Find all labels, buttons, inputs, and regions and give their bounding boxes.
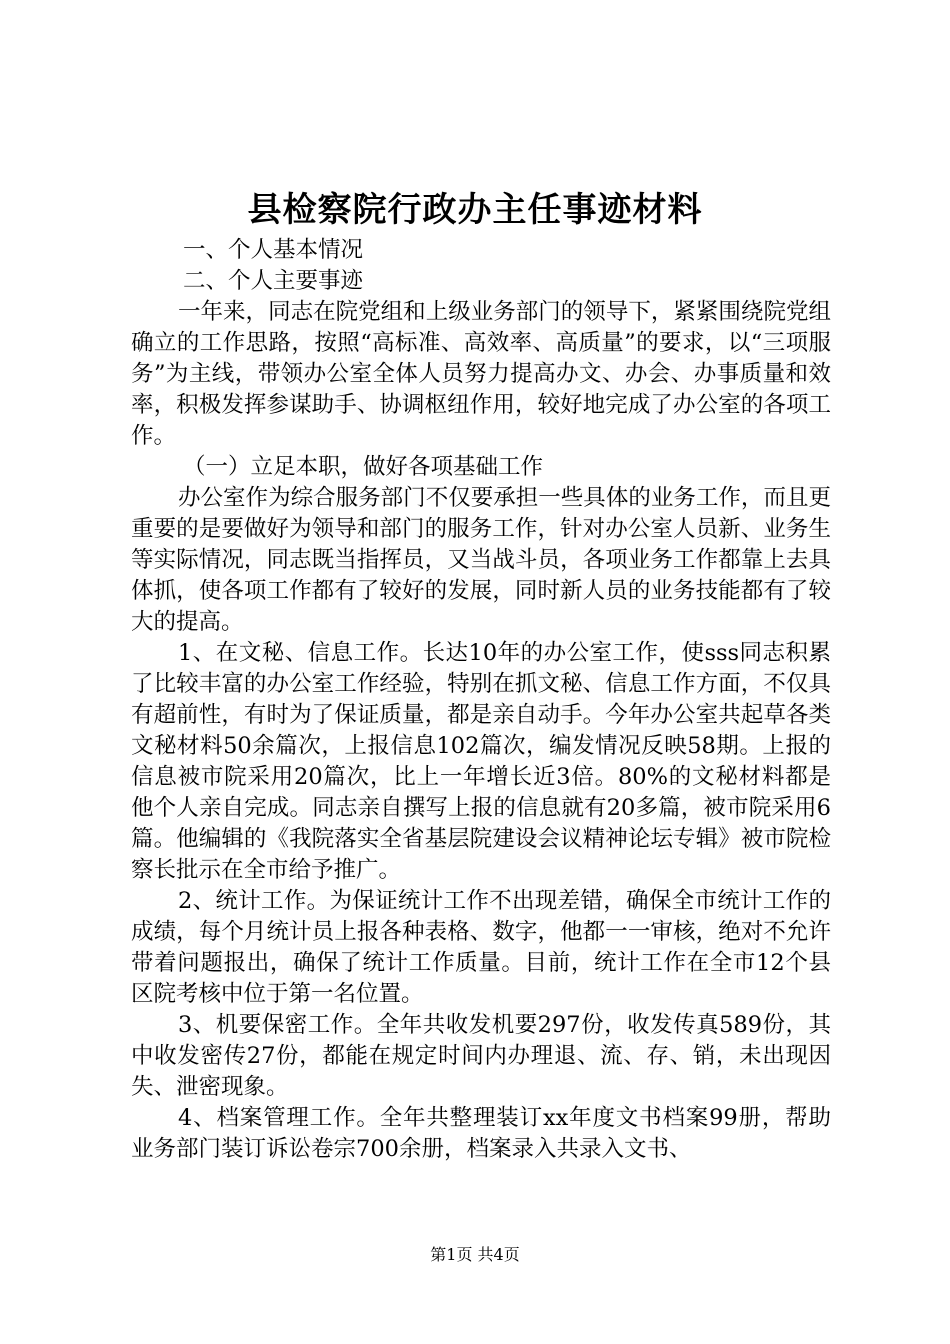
subsection-heading: （一）立足本职，做好各项基础工作 [183, 454, 544, 480]
body-paragraph: 4、档案管理工作。全年共整理装订xx年度文书档案99册，帮助业务部门装订诉讼卷宗700余册，档案录入共录入文书、 [131, 1105, 831, 1162]
body-paragraph: 1、在文秘、信息工作。长达10年的办公室工作，使sss同志积累了比较丰富的办公室工作经验，特别在抓文秘、信息工作方面，不仅具有超前性，有时为了保证质量，都是亲自动手。今年办公室共起草各类文秘材料50余篇次，上报信息102篇次，编发情况反映58期。上报的信息被市院采用20篇次，比上一年增长近3倍。80%的文秘材料都是他个人亲自完成。同志亲自撰写上报的信息就有20多篇，被市院采用6篇。他编辑的《我院落实全省基层院建设会议精神论坛专辑》被市院检察长批示在全市给予推广。 [131, 640, 831, 883]
section-heading-basic-info: 一、个人基本情况 [183, 237, 364, 263]
body-paragraph: 3、机要保密工作。全年共收发机要297份，收发传真589份，其中收发密传27份，都能在规定时间内办理退、流、存、销，未出现因失、泄密现象。 [131, 1012, 831, 1100]
body-paragraph: 2、统计工作。为保证统计工作不出现差错，确保全市统计工作的成绩，每个月统计员上报各种表格、数字，他都一一审核，绝对不允许带着问题报出，确保了统计工作质量。目前，统计工作在全市12个县区院考核中位于第一名位置。 [131, 888, 831, 1007]
section-heading-main-deeds: 二、个人主要事迹 [183, 268, 364, 294]
document-title: 县检察院行政办主任事迹材料 [247, 190, 703, 230]
document-body [131, 235, 831, 1165]
body-paragraph: 一年来，同志在院党组和上级业务部门的领导下，紧紧围绕院党组确立的工作思路，按照“高标准、高效率、高质量”的要求，以“三项服务”为主线，带领办公室全体人员努力提高办文、办会、办事质量和效率，积极发挥参谋助手、协调枢纽作用，较好地完成了办公室的各项工作。 [131, 299, 831, 449]
body-paragraph: 办公室作为综合服务部门不仅要承担一些具体的业务工作，而且更重要的是要做好为领导和部门的服务工作，针对办公室人员新、业务生等实际情况，同志既当指挥员，又当战斗员，各项业务工作都靠上去具体抓，使各项工作都有了较好的发展，同时新人员的业务技能都有了较大的提高。 [131, 485, 831, 635]
page-footer: 第1页 共4页 [430, 1245, 520, 1264]
